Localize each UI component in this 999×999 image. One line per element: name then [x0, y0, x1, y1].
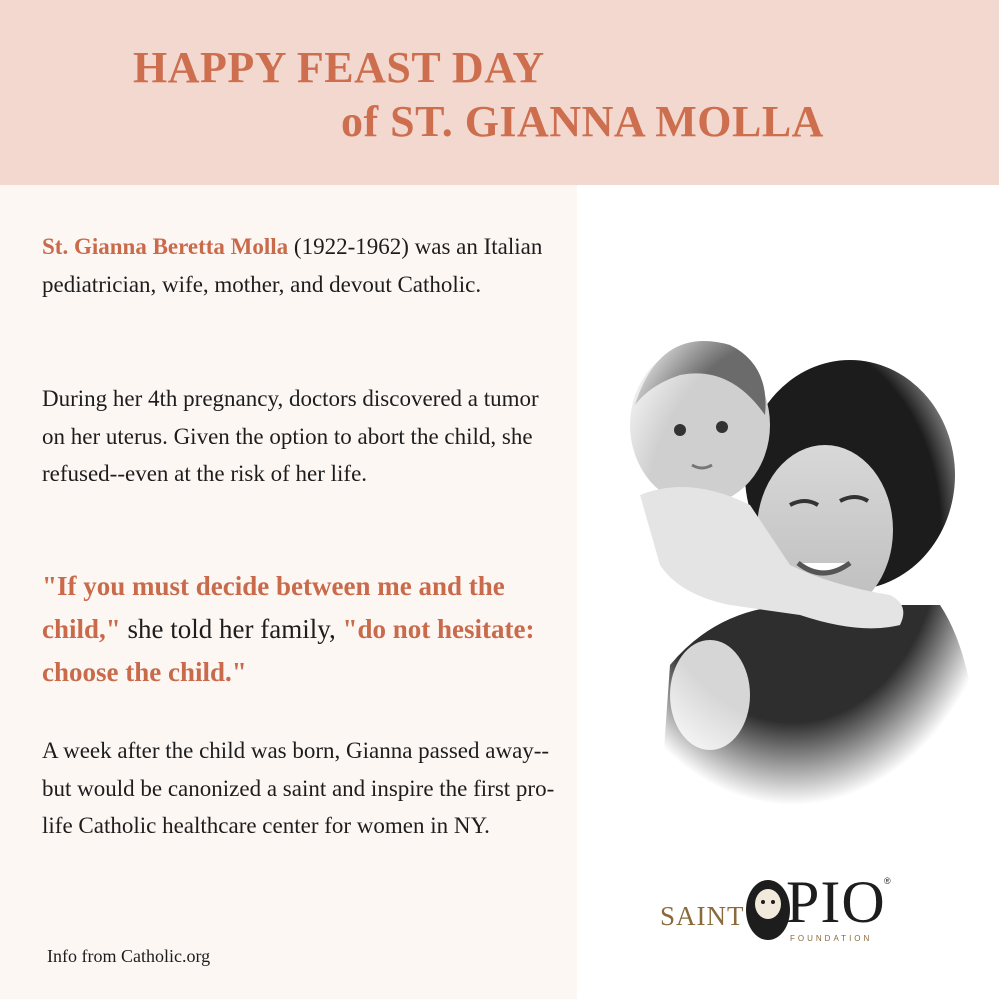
- logo-foundation-text: FOUNDATION: [790, 934, 873, 943]
- quote-paragraph: [42, 565, 562, 694]
- intro-text: (1922-1962) was an Italian pediatrician, wife, mother, and devout Catholic.: [42, 234, 543, 297]
- quote-part-1: "If you must decide between me and the child,": [42, 571, 505, 644]
- logo-saint-text: SAINT: [660, 901, 745, 931]
- registered-mark: ®: [884, 876, 891, 886]
- title-line-2: of ST. GIANNA MOLLA: [341, 97, 824, 146]
- saint-portrait-icon: [744, 876, 792, 942]
- mother-child-photo: [600, 305, 985, 805]
- intro-paragraph: [42, 228, 562, 303]
- quote-part-2: "do not hesitate: choose the child.": [42, 614, 535, 687]
- source-credit: Info from Catholic.org: [47, 946, 211, 966]
- saint-pio-foundation-logo: [655, 868, 905, 948]
- logo-pio-text: PIO: [786, 869, 886, 935]
- quote-attribution: she told her family,: [120, 614, 343, 644]
- saint-name: St. Gianna Beretta Molla: [42, 234, 289, 259]
- pregnancy-paragraph: During her 4th pregnancy, doctors discovered a tumor on her uterus. Given the option to abort the child, she refused--even at the risk of her life.: [42, 386, 539, 486]
- title-line-1: HAPPY FEAST DAY: [133, 43, 545, 92]
- header-banner: [0, 0, 999, 185]
- legacy-paragraph: A week after the child was born, Gianna passed away--but would be canonized a saint and inspire the first pro-life Catholic healthcare center for women in NY.: [42, 738, 555, 838]
